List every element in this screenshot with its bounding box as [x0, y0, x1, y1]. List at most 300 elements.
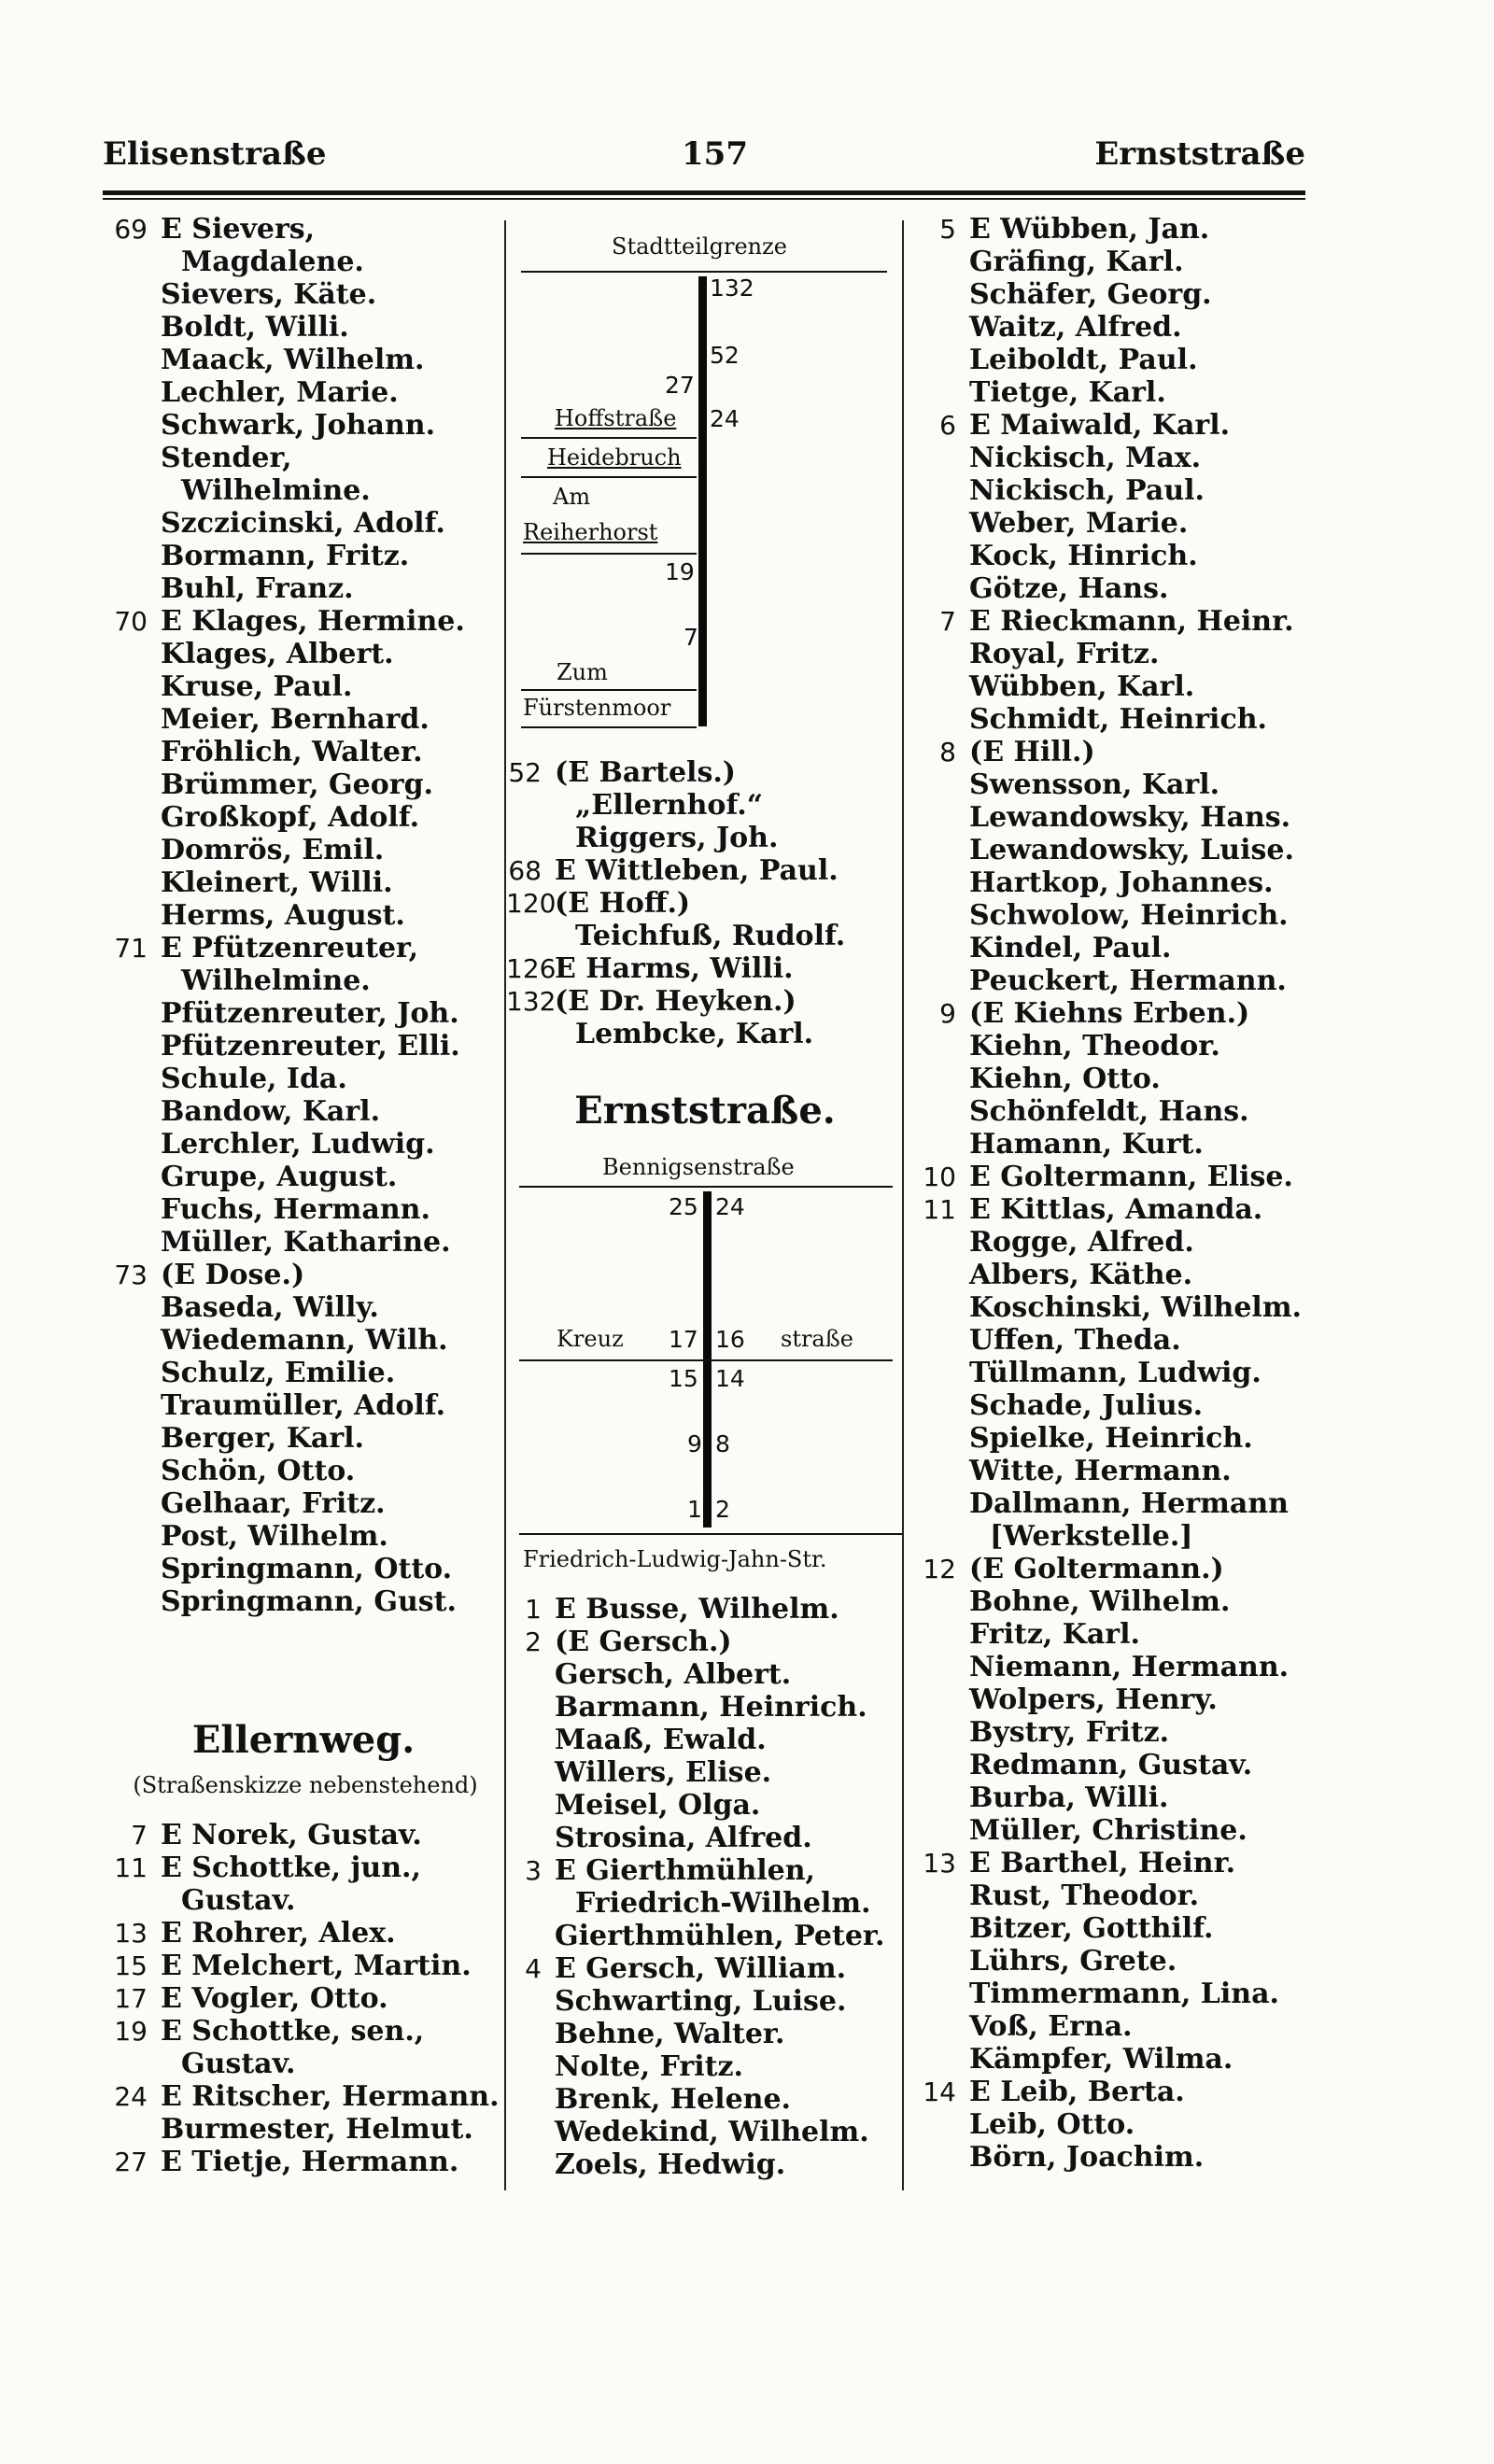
house-number: 10 — [923, 1162, 956, 1192]
list-item — [506, 2050, 902, 2083]
resident-entry: E Goltermann, Elise. — [969, 1161, 1293, 1193]
list-item — [506, 1724, 902, 1756]
diagram-line — [521, 271, 887, 273]
list-item — [506, 1756, 902, 1789]
resident-entry: E Melchert, Martin. — [161, 1950, 472, 1982]
list-item — [904, 2076, 1305, 2108]
list-item — [904, 997, 1305, 1030]
resident-entry: Magdalene. — [181, 246, 364, 278]
house-number: 24 — [715, 1193, 745, 1220]
resident-entry: Brenk, Helene. — [555, 2083, 791, 2116]
list-item — [103, 1585, 504, 1618]
resident-entry: Waitz, Alfred. — [969, 311, 1182, 344]
resident-entry: Klages, Albert. — [161, 638, 394, 670]
list-item — [506, 1691, 902, 1724]
list-item — [904, 1716, 1305, 1749]
house-number: 12 — [923, 1554, 956, 1584]
list-item — [506, 2018, 902, 2050]
resident-entry: Riggers, Joh. — [575, 822, 779, 854]
resident-entry: Wilhelmine. — [181, 964, 371, 997]
list-item — [103, 736, 504, 768]
list-item — [103, 507, 504, 540]
resident-entry: E Leib, Berta. — [969, 2076, 1185, 2108]
resident-entry: E Gierthmühlen, — [555, 1854, 815, 1887]
list-item — [904, 932, 1305, 964]
list-item — [904, 1095, 1305, 1128]
list-item — [506, 1822, 902, 1854]
list-item — [103, 932, 504, 964]
list-item — [506, 920, 902, 952]
list-item — [103, 1917, 504, 1950]
diagram-line — [521, 689, 697, 691]
resident-entry: (E Dose.) — [161, 1259, 305, 1291]
house-number: 73 — [114, 1260, 148, 1290]
list-item — [904, 1455, 1305, 1487]
list-item — [103, 1063, 504, 1095]
list-item — [103, 213, 504, 246]
list-item — [103, 246, 504, 278]
resident-entry: Friedrich-Wilhelm. — [575, 1887, 871, 1920]
resident-entry: Springmann, Otto. — [161, 1553, 453, 1585]
list-item — [103, 2113, 504, 2146]
list-item — [103, 834, 504, 866]
resident-entry: E Schottke, jun., — [161, 1852, 421, 1884]
resident-entry: Müller, Christine. — [969, 1814, 1247, 1847]
column-ernststrasse-left — [506, 1593, 902, 2181]
resident-entry: Börn, Joachim. — [969, 2141, 1205, 2174]
list-item — [904, 1291, 1305, 1324]
house-number: 24 — [710, 405, 740, 432]
resident-entry: Brümmer, Georg. — [161, 768, 434, 801]
list-item — [904, 605, 1305, 638]
list-item — [904, 768, 1305, 801]
resident-entry: Fröhlich, Walter. — [161, 736, 423, 768]
list-item — [103, 1455, 504, 1487]
column-ernststrasse-right — [904, 213, 1305, 2174]
resident-entry: Boldt, Willi. — [161, 311, 349, 344]
house-number: 1 — [525, 1594, 542, 1625]
resident-entry: Gierthmühlen, Peter. — [555, 1920, 885, 1952]
list-item — [904, 1945, 1305, 1978]
resident-entry: Voß, Erna. — [969, 2010, 1133, 2043]
list-item — [103, 1193, 504, 1226]
resident-entry: Burmester, Helmut. — [161, 2113, 473, 2146]
resident-entry: Uffen, Theda. — [969, 1324, 1181, 1357]
house-number: 52 — [710, 342, 740, 369]
house-number: 4 — [525, 1953, 542, 1984]
resident-entry: Tüllmann, Ludwig. — [969, 1357, 1261, 1389]
list-item — [103, 2015, 504, 2048]
resident-entry: Gustav. — [181, 1884, 296, 1917]
house-number: 120 — [506, 888, 557, 919]
house-number: 27 — [114, 2147, 148, 2177]
resident-entry: Willers, Elise. — [555, 1756, 772, 1789]
house-number: 3 — [525, 1855, 542, 1886]
resident-entry: (E Hill.) — [969, 736, 1095, 768]
resident-entry: E Schottke, sen., — [161, 2015, 425, 2048]
resident-entry: Traumüller, Adolf. — [161, 1389, 446, 1422]
list-item — [904, 311, 1305, 344]
list-item — [103, 311, 504, 344]
list-item — [904, 474, 1305, 507]
list-item — [103, 540, 504, 572]
list-item — [904, 246, 1305, 278]
header-rule-thick — [103, 190, 1305, 195]
section-title-ernststrasse: Ernststraße. — [574, 1089, 836, 1133]
resident-entry: E Pfützenreuter, — [161, 932, 419, 964]
list-item — [103, 1357, 504, 1389]
list-item — [103, 474, 504, 507]
list-item — [103, 997, 504, 1030]
list-item — [506, 789, 902, 822]
resident-entry: Schade, Julius. — [969, 1389, 1204, 1422]
list-item — [506, 2148, 902, 2181]
resident-entry: Bystry, Fritz. — [969, 1716, 1170, 1749]
house-number: 70 — [114, 606, 148, 637]
resident-entry: Hartkop, Johannes. — [969, 866, 1274, 899]
resident-entry: Schwark, Johann. — [161, 409, 436, 442]
list-item — [103, 442, 504, 474]
diagram-line — [521, 726, 697, 728]
resident-entry: E Ritscher, Hermann. — [161, 2080, 500, 2113]
house-number: 19 — [665, 558, 695, 585]
diagram-label-reiherhorst: Reiherhorst — [523, 519, 658, 545]
list-item — [904, 703, 1305, 736]
list-item — [904, 670, 1305, 703]
resident-entry: Schönfeldt, Hans. — [969, 1095, 1249, 1128]
house-number: 7 — [131, 1820, 148, 1851]
diagram-label-heidebruch: Heidebruch — [547, 444, 682, 471]
house-number: 14 — [923, 2077, 956, 2107]
list-item — [904, 1324, 1305, 1357]
house-number: 9 — [687, 1430, 702, 1457]
list-item — [103, 409, 504, 442]
list-item — [904, 866, 1305, 899]
list-item — [103, 1128, 504, 1161]
resident-entry: Behne, Walter. — [555, 2018, 785, 2050]
list-item — [904, 1683, 1305, 1716]
list-item — [904, 507, 1305, 540]
resident-entry: Gelhaar, Fritz. — [161, 1487, 386, 1520]
house-number: 13 — [114, 1918, 148, 1949]
house-number: 17 — [669, 1326, 698, 1353]
list-item — [904, 1814, 1305, 1847]
diagram-line — [519, 1359, 893, 1361]
list-item — [904, 638, 1305, 670]
column-elisenstrasse — [103, 213, 504, 1618]
resident-entry: Strosina, Alfred. — [555, 1822, 812, 1854]
list-item — [506, 1626, 902, 1658]
diagram-street-bar — [698, 276, 707, 726]
list-item — [103, 376, 504, 409]
list-item — [103, 1982, 504, 2015]
diagram-line — [521, 437, 697, 439]
resident-entry: Redmann, Gustav. — [969, 1749, 1253, 1781]
house-number: 24 — [114, 2081, 148, 2112]
list-item — [506, 952, 902, 985]
diagram-label-am: Am — [553, 484, 591, 510]
diagram-line — [519, 1186, 893, 1188]
resident-entry: Leiboldt, Paul. — [969, 344, 1198, 376]
diagram-label-friedrich-ludwig-jahn-str: Friedrich-Ludwig-Jahn-Str. — [523, 1546, 827, 1572]
list-item — [904, 1553, 1305, 1585]
list-item — [904, 1847, 1305, 1880]
list-item — [904, 278, 1305, 311]
list-item — [103, 801, 504, 834]
resident-entry: Großkopf, Adolf. — [161, 801, 420, 834]
column-ellernweg-continued — [506, 756, 902, 1050]
header-left-street: Elisenstraße — [103, 135, 327, 173]
resident-entry: E Rohrer, Alex. — [161, 1917, 396, 1950]
list-item — [103, 638, 504, 670]
resident-entry: Gustav. — [181, 2048, 296, 2080]
list-item — [103, 1487, 504, 1520]
resident-entry: Schwarting, Luise. — [555, 1985, 847, 2018]
resident-entry: Kämpfer, Wilma. — [969, 2043, 1233, 2076]
resident-entry: Pfützenreuter, Elli. — [161, 1030, 460, 1063]
resident-entry: E Maiwald, Karl. — [969, 409, 1231, 442]
page-number: 157 — [682, 135, 748, 173]
resident-entry: E Wübben, Jan. — [969, 213, 1210, 246]
house-number: 9 — [939, 998, 956, 1029]
resident-entry: E Vogler, Otto. — [161, 1982, 388, 2015]
house-number: 19 — [114, 2016, 148, 2047]
resident-entry: Buhl, Franz. — [161, 572, 354, 605]
list-item — [904, 1978, 1305, 2010]
resident-entry: Schule, Ida. — [161, 1063, 347, 1095]
resident-entry: Kiehn, Otto. — [969, 1063, 1161, 1095]
resident-entry: Schulz, Emilie. — [161, 1357, 396, 1389]
resident-entry: Wübben, Karl. — [969, 670, 1195, 703]
list-item — [904, 1585, 1305, 1618]
resident-entry: Gräfing, Karl. — [969, 246, 1184, 278]
list-item — [506, 1887, 902, 1920]
resident-entry: Herms, August. — [161, 899, 405, 932]
house-number: 15 — [669, 1365, 698, 1392]
house-number: 25 — [669, 1193, 698, 1220]
list-item — [103, 1291, 504, 1324]
house-number: 15 — [114, 1950, 148, 1981]
resident-entry: Spielke, Heinrich. — [969, 1422, 1253, 1455]
list-item — [904, 572, 1305, 605]
house-number: 11 — [923, 1194, 956, 1225]
resident-entry: E Busse, Wilhelm. — [555, 1593, 839, 1626]
resident-entry: Kiehn, Theodor. — [969, 1030, 1220, 1063]
list-item — [904, 1880, 1305, 1912]
list-item — [103, 899, 504, 932]
list-item — [506, 1920, 902, 1952]
list-item — [103, 572, 504, 605]
resident-entry: Maaß, Ewald. — [555, 1724, 767, 1756]
resident-entry: Post, Wilhelm. — [161, 1520, 388, 1553]
resident-entry: E Wittleben, Paul. — [555, 854, 839, 887]
resident-entry: E Norek, Gustav. — [161, 1819, 422, 1852]
resident-entry: Szczicinski, Adolf. — [161, 507, 445, 540]
resident-entry: Baseda, Willy. — [161, 1291, 379, 1324]
resident-entry: Burba, Willi. — [969, 1781, 1169, 1814]
diagram-line — [519, 1533, 902, 1535]
list-item — [904, 344, 1305, 376]
list-item — [904, 899, 1305, 932]
list-item — [904, 1487, 1305, 1520]
list-item — [103, 1520, 504, 1553]
resident-entry: Nickisch, Max. — [969, 442, 1202, 474]
resident-entry: Bormann, Fritz. — [161, 540, 410, 572]
list-item — [103, 1030, 504, 1063]
resident-entry: Maack, Wilhelm. — [161, 344, 425, 376]
list-item — [904, 1357, 1305, 1389]
list-item — [904, 213, 1305, 246]
house-number: 8 — [715, 1430, 730, 1457]
list-item — [103, 1095, 504, 1128]
resident-entry: Lembcke, Karl. — [575, 1018, 814, 1050]
resident-entry: Bohne, Wilhelm. — [969, 1585, 1231, 1618]
house-number: 17 — [114, 1983, 148, 2014]
house-number: 5 — [939, 214, 956, 245]
list-item — [904, 1912, 1305, 1945]
list-item — [103, 1226, 504, 1259]
resident-entry: Weber, Marie. — [969, 507, 1189, 540]
resident-entry: Bitzer, Gotthilf. — [969, 1912, 1214, 1945]
resident-entry: Wedekind, Wilhelm. — [555, 2116, 869, 2148]
resident-entry: Nolte, Fritz. — [555, 2050, 743, 2083]
list-item — [904, 1063, 1305, 1095]
list-item — [506, 854, 902, 887]
diagram-label-bennigsenstrasse: Bennigsenstraße — [602, 1154, 795, 1180]
resident-entry: Lerchler, Ludwig. — [161, 1128, 435, 1161]
resident-entry: Fritz, Karl. — [969, 1618, 1140, 1651]
resident-entry: Peuckert, Hermann. — [969, 964, 1287, 997]
resident-entry: Schäfer, Georg. — [969, 278, 1212, 311]
list-item — [103, 605, 504, 638]
diagram-label-kreuz: Kreuz — [557, 1326, 624, 1352]
list-item — [103, 344, 504, 376]
list-item — [904, 1128, 1305, 1161]
list-item — [904, 1226, 1305, 1259]
list-item — [103, 1950, 504, 1982]
house-number: 14 — [715, 1365, 745, 1392]
resident-entry: Rust, Theodor. — [969, 1880, 1200, 1912]
resident-entry: [Werkstelle.] — [990, 1520, 1193, 1553]
resident-entry: Stender, — [161, 442, 292, 474]
resident-entry: Lührs, Grete. — [969, 1945, 1177, 1978]
list-item — [506, 887, 902, 920]
house-number: 2 — [525, 1626, 542, 1657]
list-item — [103, 964, 504, 997]
house-number: 69 — [114, 214, 148, 245]
resident-entry: Dallmann, Hermann — [969, 1487, 1289, 1520]
list-item — [103, 1884, 504, 1917]
resident-entry: Bandow, Karl. — [161, 1095, 381, 1128]
list-item — [103, 2080, 504, 2113]
diagram-label-strasse: straße — [781, 1326, 853, 1352]
list-item — [904, 442, 1305, 474]
resident-entry: (E Bartels.) — [555, 756, 736, 789]
house-number: 11 — [114, 1852, 148, 1883]
list-item — [103, 1324, 504, 1357]
resident-entry: E Klages, Hermine. — [161, 605, 465, 638]
resident-entry: Witte, Hermann. — [969, 1455, 1232, 1487]
list-item — [506, 1018, 902, 1050]
resident-entry: Berger, Karl. — [161, 1422, 364, 1455]
list-item — [904, 1389, 1305, 1422]
list-item — [103, 768, 504, 801]
resident-entry: Domrös, Emil. — [161, 834, 385, 866]
house-number: 8 — [939, 737, 956, 767]
resident-entry: Gersch, Albert. — [555, 1658, 792, 1691]
list-item — [904, 540, 1305, 572]
resident-entry: E Sievers, — [161, 213, 316, 246]
resident-entry: Wilhelmine. — [181, 474, 371, 507]
list-item — [506, 1789, 902, 1822]
list-item — [904, 1161, 1305, 1193]
resident-entry: Meisel, Olga. — [555, 1789, 761, 1822]
list-item — [103, 1161, 504, 1193]
list-item — [103, 1553, 504, 1585]
resident-entry: Fuchs, Hermann. — [161, 1193, 430, 1226]
resident-entry: Lewandowsky, Hans. — [969, 801, 1291, 834]
list-item — [904, 1651, 1305, 1683]
resident-entry: Niemann, Hermann. — [969, 1651, 1290, 1683]
resident-entry: E Gersch, William. — [555, 1952, 847, 1985]
list-item — [506, 1593, 902, 1626]
house-number: 52 — [508, 757, 542, 788]
resident-entry: Rogge, Alfred. — [969, 1226, 1194, 1259]
resident-entry: E Barthel, Heinr. — [969, 1847, 1236, 1880]
resident-entry: Teichfuß, Rudolf. — [575, 920, 846, 952]
resident-entry: Swensson, Karl. — [969, 768, 1220, 801]
list-item — [904, 1193, 1305, 1226]
house-number: 2 — [715, 1496, 730, 1523]
list-item — [904, 1422, 1305, 1455]
house-number: 7 — [684, 624, 698, 651]
resident-entry: Royal, Fritz. — [969, 638, 1160, 670]
list-item — [506, 1854, 902, 1887]
resident-entry: E Rieckmann, Heinr. — [969, 605, 1294, 638]
list-item — [904, 1030, 1305, 1063]
list-item — [103, 1852, 504, 1884]
resident-entry: Wiedemann, Wilh. — [161, 1324, 448, 1357]
resident-entry: Schwolow, Heinrich. — [969, 899, 1289, 932]
diagram-title-stadtteilgrenze: Stadtteilgrenze — [612, 233, 787, 260]
resident-entry: (E Goltermann.) — [969, 1553, 1224, 1585]
resident-entry: Koschinski, Wilhelm. — [969, 1291, 1303, 1324]
list-item — [506, 1985, 902, 2018]
resident-entry: Tietge, Karl. — [969, 376, 1166, 409]
list-item — [103, 866, 504, 899]
resident-entry: (E Kiehns Erben.) — [969, 997, 1250, 1030]
list-item — [506, 822, 902, 854]
section-note-ellernweg: (Straßenskizze nebenstehend) — [133, 1772, 478, 1798]
resident-entry: Götze, Hans. — [969, 572, 1169, 605]
list-item — [103, 1422, 504, 1455]
list-item — [904, 2108, 1305, 2141]
house-number: 68 — [508, 855, 542, 886]
resident-entry: Leib, Otto. — [969, 2108, 1135, 2141]
resident-entry: Lechler, Marie. — [161, 376, 399, 409]
diagram-line — [521, 553, 697, 555]
house-number: 132 — [506, 986, 557, 1017]
resident-entry: Pfützenreuter, Joh. — [161, 997, 459, 1030]
house-number: 16 — [715, 1326, 745, 1353]
resident-entry: Müller, Katharine. — [161, 1226, 451, 1259]
house-number: 27 — [665, 372, 695, 399]
list-item — [904, 409, 1305, 442]
list-item — [506, 2116, 902, 2148]
list-item — [506, 2083, 902, 2116]
list-item — [904, 1749, 1305, 1781]
list-item — [103, 670, 504, 703]
